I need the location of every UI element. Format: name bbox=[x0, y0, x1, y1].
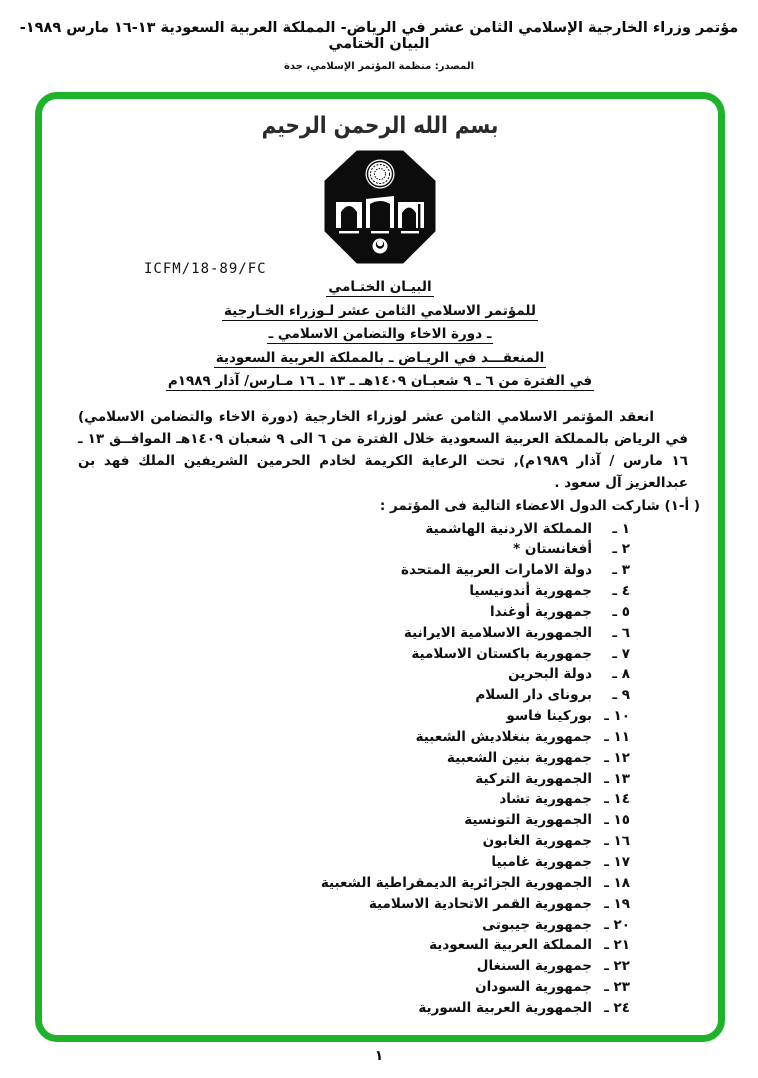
member-name: جمهورية القمر الاتحادية الاسلامية bbox=[368, 895, 592, 912]
page-header bbox=[0, 20, 758, 72]
member-number: ٩ ـ bbox=[612, 687, 630, 704]
title-line: المنعقـــد في الريـاض ـ بالمملكة العربية السعودية bbox=[215, 349, 545, 366]
member-number: ١١ ـ bbox=[604, 728, 630, 745]
member-name: جمهورية السودان bbox=[475, 979, 592, 996]
member-row bbox=[62, 625, 630, 646]
member-number: ٢٠ ـ bbox=[604, 916, 630, 933]
member-list-intro: ( أ-١) شاركت الدول الاعضاء التالية فى المؤتمر : bbox=[379, 497, 700, 514]
member-name: الجمهورية العربية السورية bbox=[418, 999, 592, 1016]
member-row bbox=[62, 958, 630, 979]
title-line: في الفترة من ٦ ـ ٩ شعبـان ١٤٠٩هـ ـ ١٣ ـ ١٦ مـارس/ آذار ١٩٨٩م bbox=[167, 373, 593, 389]
member-row bbox=[62, 708, 630, 729]
member-row bbox=[62, 583, 630, 604]
member-row bbox=[62, 771, 630, 792]
member-row bbox=[62, 541, 630, 562]
member-number: ٢٢ ـ bbox=[604, 958, 630, 975]
member-number: ١٢ ـ bbox=[604, 749, 630, 766]
member-name: أفغانستان * bbox=[513, 541, 592, 558]
communique-title-block bbox=[42, 275, 718, 393]
member-name: المملكة العربية السعودية bbox=[429, 937, 592, 954]
member-number: ٢١ ـ bbox=[604, 937, 630, 954]
octagon-emblem-icon bbox=[319, 147, 441, 267]
member-name: جمهورية غامبيا bbox=[491, 854, 592, 870]
member-name: الجمهورية الجزائرية الديمقراطية الشعبية bbox=[320, 874, 592, 891]
member-name: بروناى دار السلام bbox=[475, 687, 592, 704]
member-row bbox=[62, 562, 630, 583]
member-number: ٤ ـ bbox=[612, 583, 630, 600]
member-row bbox=[62, 937, 630, 958]
member-row bbox=[62, 833, 630, 854]
member-name: جمهورية جيبوتى bbox=[482, 916, 592, 933]
member-name: جمهورية باكستان الاسلامية bbox=[411, 645, 592, 662]
member-row bbox=[62, 604, 630, 625]
document-frame bbox=[35, 92, 725, 1042]
member-name: دولة البحرين bbox=[508, 666, 592, 683]
member-number: ١ ـ bbox=[612, 520, 630, 537]
member-name: الجمهورية الاسلامية الايرانية bbox=[403, 624, 592, 641]
member-row bbox=[62, 750, 630, 771]
member-number: ١٨ ـ bbox=[604, 874, 630, 891]
member-number: ١٧ ـ bbox=[604, 854, 630, 870]
member-row bbox=[62, 896, 630, 917]
member-row bbox=[62, 791, 630, 812]
member-name: بوركينا فاسو bbox=[506, 708, 592, 725]
member-name: جمهورية الغابون bbox=[482, 833, 592, 850]
title-line: للمؤتمر الاسلامي الثامن عشر لـوزراء الخـارجية bbox=[223, 302, 536, 319]
member-row bbox=[62, 875, 630, 896]
member-name: الجمهورية التركية bbox=[475, 770, 592, 787]
member-row bbox=[62, 854, 630, 875]
page-number: ١ bbox=[374, 1048, 384, 1064]
member-name: جمهورية بنغلاديش الشعبية bbox=[415, 728, 592, 745]
member-number: ١٥ ـ bbox=[604, 812, 630, 829]
member-row bbox=[62, 687, 630, 708]
member-row bbox=[62, 1000, 630, 1021]
document-reference-number: ICFM/18-89/FC bbox=[144, 261, 267, 277]
title-line: ـ دورة الاخاء والتضامن الاسلامي ـ bbox=[268, 326, 492, 342]
header-source: المصدر: منظمة المؤتمر الإسلامي، جدة bbox=[283, 61, 475, 72]
member-row bbox=[62, 979, 630, 1000]
member-number: ٣ ـ bbox=[612, 562, 630, 579]
member-number: ١٠ ـ bbox=[604, 708, 630, 725]
member-number: ٢٤ ـ bbox=[604, 999, 630, 1016]
member-number: ٨ ـ bbox=[612, 666, 630, 683]
member-name: جمهورية أندونيسيا bbox=[469, 583, 592, 600]
member-name: الجمهورية التونسية bbox=[464, 812, 592, 829]
member-states-list bbox=[62, 521, 630, 1021]
member-name: جمهورية بنين الشعبية bbox=[446, 749, 592, 766]
header-title: مؤتمر وزراء الخارجية الإسلامي الثامن عشر في الرياض- المملكة العربية السعودية ١٣-١٦ مارس ١٩٨٩- البيان الختامي bbox=[19, 20, 739, 52]
member-number: ٢ ـ bbox=[612, 541, 630, 558]
member-number: ١٩ ـ bbox=[604, 895, 630, 912]
member-name: جمهورية أوغندا bbox=[489, 603, 592, 620]
member-row bbox=[62, 521, 630, 542]
opening-paragraph: انعقد المؤتمر الاسلامي الثامن عشر لوزراء الخارجية (دورة الاخاء والتضامن الاسلامي) في الرياض بالمملكة العربية السعودية خلال الفترة من ٦ الى ٩ شعبان ١٤٠٩هـ الموافــق ١٣ ـ ١٦ مارس / آذار ١٩٨٩م), تحت الرعاية الكريمة لخادم الحرمين الشريفين الملك فهد بن عبدالعزيز آل سعود . bbox=[78, 408, 688, 491]
member-name: دولة الامارات العربية المتحدة bbox=[401, 562, 592, 579]
member-row bbox=[62, 917, 630, 938]
member-row bbox=[62, 729, 630, 750]
member-number: ٢٣ ـ bbox=[604, 979, 630, 996]
member-number: ١٦ ـ bbox=[604, 833, 630, 850]
member-number: ١٤ ـ bbox=[604, 791, 630, 808]
member-row bbox=[62, 812, 630, 833]
member-name: جمهورية تشاد bbox=[499, 791, 592, 808]
member-row bbox=[62, 646, 630, 667]
title-line: البيـان الختـامي bbox=[328, 279, 432, 295]
member-number: ٧ ـ bbox=[612, 645, 630, 662]
member-number: ٦ ـ bbox=[612, 624, 630, 641]
member-number: ٥ ـ bbox=[612, 603, 630, 620]
oic-logo-icon bbox=[42, 147, 718, 269]
basmala-calligraphy: بسم الله الرحمن الرحيم bbox=[261, 111, 499, 139]
member-name: المملكة الاردنية الهاشمية bbox=[425, 520, 592, 537]
member-name: جمهورية السنغال bbox=[476, 958, 592, 975]
member-row bbox=[62, 666, 630, 687]
member-number: ١٣ ـ bbox=[604, 770, 630, 787]
